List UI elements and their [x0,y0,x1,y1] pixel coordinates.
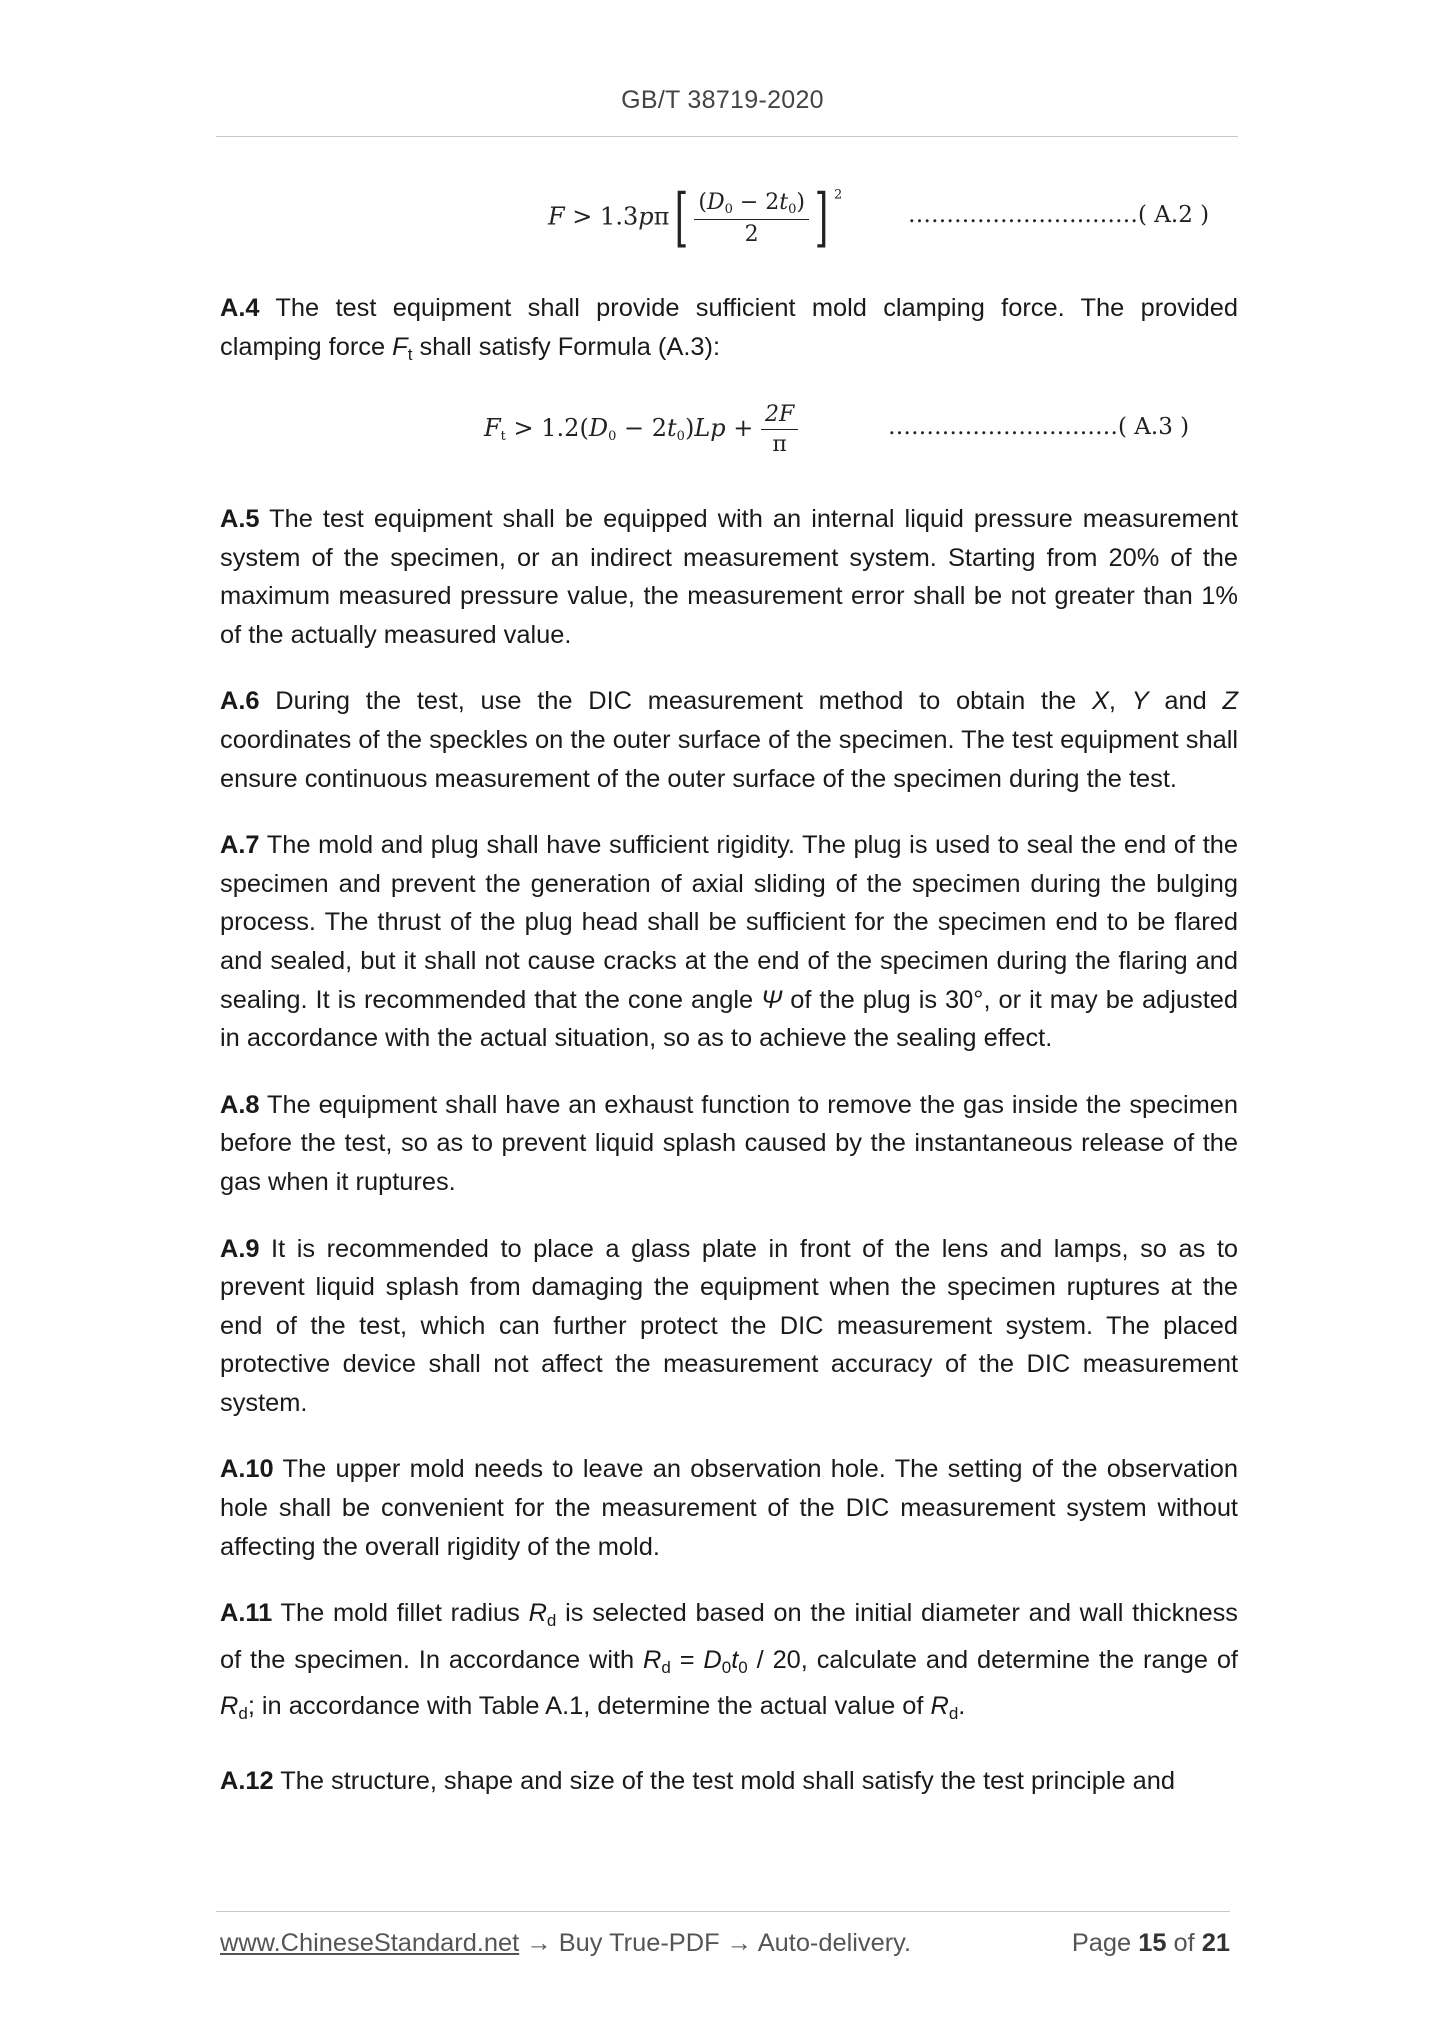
subscript: d [546,1611,557,1631]
subscript: 0 [738,1657,748,1677]
symbol-R: R [528,1599,547,1628]
clause-a6 [220,682,1238,798]
clause-text: , [1108,687,1132,716]
symbol-R: R [643,1645,662,1674]
symbol-Z: Z [1222,687,1238,716]
page-of-label: of [1166,1929,1202,1957]
clause-number: A.5 [220,505,260,533]
clause-text: and [1148,687,1223,716]
page-number: 15 [1138,1929,1167,1957]
clause-text: The structure, shape and size of the test mold shall satisfy the test principle and [273,1767,1176,1796]
coefficient: 2 [765,189,780,215]
clause-text: The equipment shall have an exhaust function to remove the gas inside the specimen before the test, so as to prevent liquid splash caused by the instantaneous release of the gas when it ruptures. [220,1090,1238,1196]
right-bracket: ] [814,181,829,255]
fraction-numerator: $(D_0 - 2t_0)$ [694,190,809,220]
formula-symbol-F: F [484,414,501,442]
footer-arrow: → [719,1929,758,1957]
formula-a3 [484,402,1238,482]
page-footer [220,1929,1230,1958]
clause-text: = [670,1645,704,1674]
symbol-D: D [588,414,609,442]
formula-operator: > [513,414,534,442]
symbol-t: t [731,1645,739,1674]
header-divider [216,136,1238,137]
symbol-R: R [930,1692,949,1721]
clause-a11 [220,1594,1238,1734]
page-indicator [1072,1929,1230,1958]
symbol-D: D [706,189,725,215]
clause-a9 [220,1230,1238,1423]
symbol-t: t [667,414,677,442]
minus-sign: − [623,414,645,442]
fraction-numerator: 2F [761,402,798,430]
symbol-p: p [710,414,726,442]
subscript: d [661,1657,671,1677]
subscript: 0 [788,201,797,217]
symbol-psi: Ψ [761,985,783,1014]
footer-delivery-text: Auto-delivery. [757,1929,912,1957]
formula-a2 [548,181,1238,266]
subscript: t [500,429,506,444]
formula-a3-reference: …………………………( A.3 ) [888,414,1190,440]
document-header: GB/T 38719-2020 [621,86,824,114]
clause-number: A.6 [220,687,260,716]
formula-coefficient: 1.3 [600,202,639,231]
clause-text: ; in accordance with Table A.1, determine the actual value of [247,1692,931,1721]
clause-text: The test equipment shall be equipped with an internal liquid pressure measurement system of the specimen, or an indirect measurement system. Starting from 20% of the maximum measured pressure value, the measurement error shall be not greater than 1% of the actually measured value. [220,505,1238,649]
coefficient: 2 [651,414,668,442]
clause-text: shall satisfy Formula (A.3): [412,332,721,361]
clause-a5 [220,500,1238,654]
clause-a4 [220,289,1238,374]
subscript: 0 [724,201,733,217]
symbol-L: L [694,414,711,442]
plus-sign: + [733,414,754,442]
clause-number: A.7 [220,831,260,860]
footer-divider [216,1911,1230,1912]
clause-text: The mold and plug shall have sufficient rigidity. The plug is used to seal the end of the specimen and prevent the generation of axial sliding of the specimen during the bulging process. The thrust of the plug head shall be sufficient for the specimen end to be flared and sealed, but it shall not cause cracks at the end of the specimen during the flaring and sealing. It is recommended that the cone angle [220,831,1238,1014]
clause-a12 [220,1762,1238,1801]
exponent: 2 [833,187,843,203]
formula-coefficient: 1.2( [541,414,589,442]
subscript: 0 [676,429,685,444]
page-total: 21 [1201,1929,1230,1957]
clause-text: During the test, use the DIC measurement method to obtain the [259,687,1092,716]
clause-number: A.10 [220,1455,274,1484]
formula-a2-reference: …………………………( A.2 ) [908,202,1210,228]
formula-a3-expression [484,402,798,457]
clause-text: / 20, calculate and determine the range of [747,1645,1238,1674]
symbol-F: F [392,332,408,361]
clause-number: A.11 [220,1599,273,1628]
formula-symbol-pi: π [653,202,670,231]
symbol-Y: Y [1131,687,1149,716]
clause-text: . [958,1692,966,1721]
formula-symbol-p: p [638,202,654,231]
clause-text: coordinates of the speckles on the outer surface of the specimen. The test equipment shall ensure continuous measurement of the outer surface of the specimen during the test. [220,725,1238,793]
subscript: d [948,1704,959,1724]
clause-text: It is recommended to place a glass plate in front of the lens and lamps, so as to prevent liquid splash from damaging the equipment when the specimen ruptures at the end of the test, which can further protect the DIC measurement system. The placed protective device shall not affect the measurement accuracy of the DIC measurement system. [220,1234,1238,1417]
formula-operator: > [572,202,593,231]
symbol-t: t [779,189,789,215]
footer-website-link[interactable]: www.ChineseStandard.net [220,1929,520,1957]
clause-text: The upper mold needs to leave an observation hole. The setting of the observation hole shall be convenient for the measurement of the DIC measurement system without affecting the overall rigidity of the mold. [220,1455,1238,1561]
symbol-R: R [220,1692,239,1721]
formula-symbol-F: F [548,202,565,231]
fraction-denominator: π [772,432,787,457]
footer-buy-text: Buy True-PDF [558,1929,720,1957]
formula-a2-expression [548,181,843,255]
subscript: 0 [721,1657,732,1677]
fraction-denominator: 2 [744,221,759,247]
footer-arrow: → [519,1929,559,1957]
clause-number: A.4 [220,294,260,322]
clause-a10 [220,1450,1238,1566]
clause-a7 [220,826,1238,1058]
clause-number: A.8 [220,1090,260,1119]
page-label: Page [1071,1929,1139,1957]
formula-a2-fraction [694,190,809,247]
symbol-D: D [703,1645,722,1674]
clause-text: is selected based on the initial diameter and wall thickness of the specimen. In accordance with [220,1599,1239,1674]
close-paren: ) [684,414,695,442]
clause-text: The mold fillet radius [272,1599,529,1628]
clause-a8 [220,1086,1238,1202]
clause-text: of the plug is 30°, or it may be adjusted in accordance with the actual situation, so as to achieve the sealing effect. [220,985,1238,1053]
clause-text: The test equipment shall provide sufficient mold clamping force. The provided clamping force [220,294,1238,361]
formula-a3-fraction [761,402,798,457]
clauses-body [220,500,1238,1801]
subscript: t [407,344,413,364]
symbol-X: X [1091,687,1109,716]
subscript: 0 [608,429,617,444]
clause-number: A.9 [220,1234,260,1263]
subscript: d [238,1704,248,1724]
minus-sign: − [739,189,759,215]
clause-number: A.12 [220,1767,274,1796]
left-bracket: [ [674,181,689,255]
